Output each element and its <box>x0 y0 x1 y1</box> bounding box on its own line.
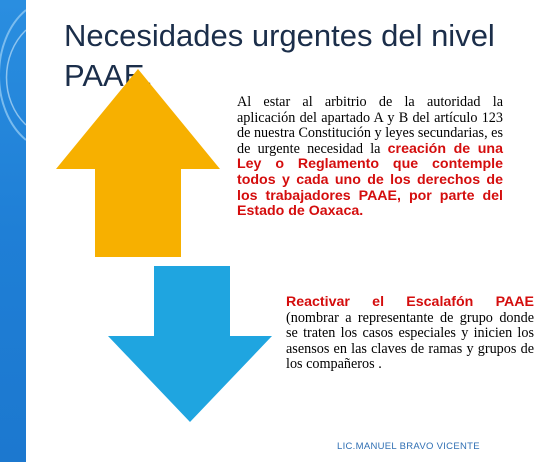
paragraph-escalafon <box>286 295 534 373</box>
arrow-up-icon <box>56 69 220 257</box>
author-credit: LIC.MANUEL BRAVO VICENTE <box>337 441 480 452</box>
paragraph-ley-text: Al estar al arbitrio de la autoridad la aplicación del apartado A y B del artículo 123 de nuestra Constitución y leyes secundarias, es de urgente necesidad la <box>237 94 503 157</box>
paragraph-ley-reglamento <box>237 95 503 220</box>
band-swirl-decoration <box>0 0 26 462</box>
paragraph-escalafon-highlight: Reactivar el Escalafón PAAE <box>286 294 534 310</box>
left-decorative-band <box>0 0 26 462</box>
paragraph-ley-highlight: creación de una Ley o Reglamento que contemple todos y cada uno de los derechos de los trabajadores PAAE, por parte del Estado de Oaxaca. <box>237 140 503 220</box>
slide-title: Necesidades urgentes del nivel PAAE. <box>64 18 495 93</box>
arrow-down-icon <box>108 266 272 422</box>
paragraph-escalafon-text: (nombrar a representante de grupo donde se traten los casos especiales y inicien los asensos en las claves de ramas y grupos de los compañeros . <box>286 309 534 373</box>
